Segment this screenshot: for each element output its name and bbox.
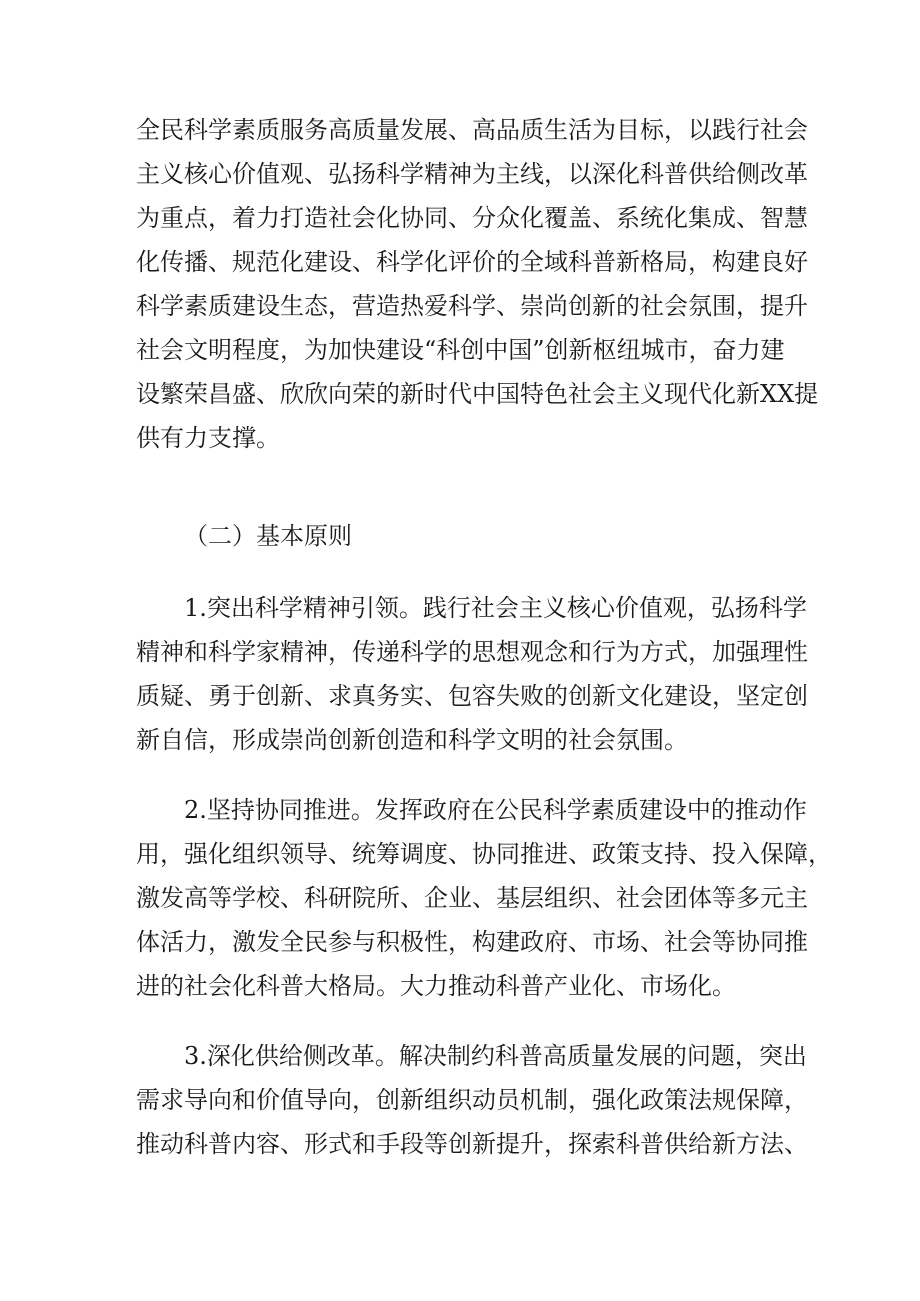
intro-line: 为重点，着力打造社会化协同、分众化覆盖、系统化集成、智慧 [136, 204, 808, 232]
principle-3-line: 需求导向和价值导向，创新组织动员机制，强化政策法规保障， [136, 1086, 808, 1114]
intro-line: 社会文明程度，为加快建设“科创中国”创新枢纽城市，奋力建 [136, 336, 785, 364]
section-heading: （二）基本原则 [184, 522, 352, 550]
principle-2-line: 2.坚持协同推进。发挥政府在公民科学素质建设中的推动作 [184, 796, 807, 824]
intro-line: 设繁荣昌盛、欣欣向荣的新时代中国特色社会主义现代化新XX提 [136, 380, 819, 408]
principle-1-line: 新自信，形成崇尚创新创造和科学文明的社会氛围。 [136, 726, 688, 754]
intro-line: 供有力支撑。 [136, 424, 280, 452]
intro-line: 主义核心价值观、弘扬科学精神为主线，以深化科普供给侧改革 [136, 160, 808, 188]
principle-1-line: 质疑、勇于创新、求真务实、包容失败的创新文化建设，坚定创 [136, 682, 808, 710]
intro-line: 化传播、规范化建设、科学化评价的全域科普新格局，构建良好 [136, 248, 808, 276]
principle-3-line: 3.深化供给侧改革。解决制约科普高质量发展的问题，突出 [184, 1042, 807, 1070]
principle-3-line: 推动科普内容、形式和手段等创新提升，探索科普供给新方法、 [136, 1130, 808, 1158]
intro-line: 科学素质建设生态，营造热爱科学、崇尚创新的社会氛围，提升 [136, 292, 808, 320]
intro-line: 全民科学素质服务高质量发展、高品质生活为目标，以践行社会 [136, 116, 808, 144]
principle-1-line: 精神和科学家精神，传递科学的思想观念和行为方式，加强理性 [136, 638, 808, 666]
principle-2-line: 用，强化组织领导、统筹调度、协同推进、政策支持、投入保障， [136, 840, 832, 868]
principle-2-line: 进的社会化科普大格局。大力推动科普产业化、市场化。 [136, 972, 736, 1000]
principle-2-line: 激发高等学校、科研院所、企业、基层组织、社会团体等多元主 [136, 884, 808, 912]
principle-2-line: 体活力，激发全民参与积极性，构建政府、市场、社会等协同推 [136, 928, 808, 956]
principle-1-line: 1.突出科学精神引领。践行社会主义核心价值观，弘扬科学 [184, 594, 807, 622]
